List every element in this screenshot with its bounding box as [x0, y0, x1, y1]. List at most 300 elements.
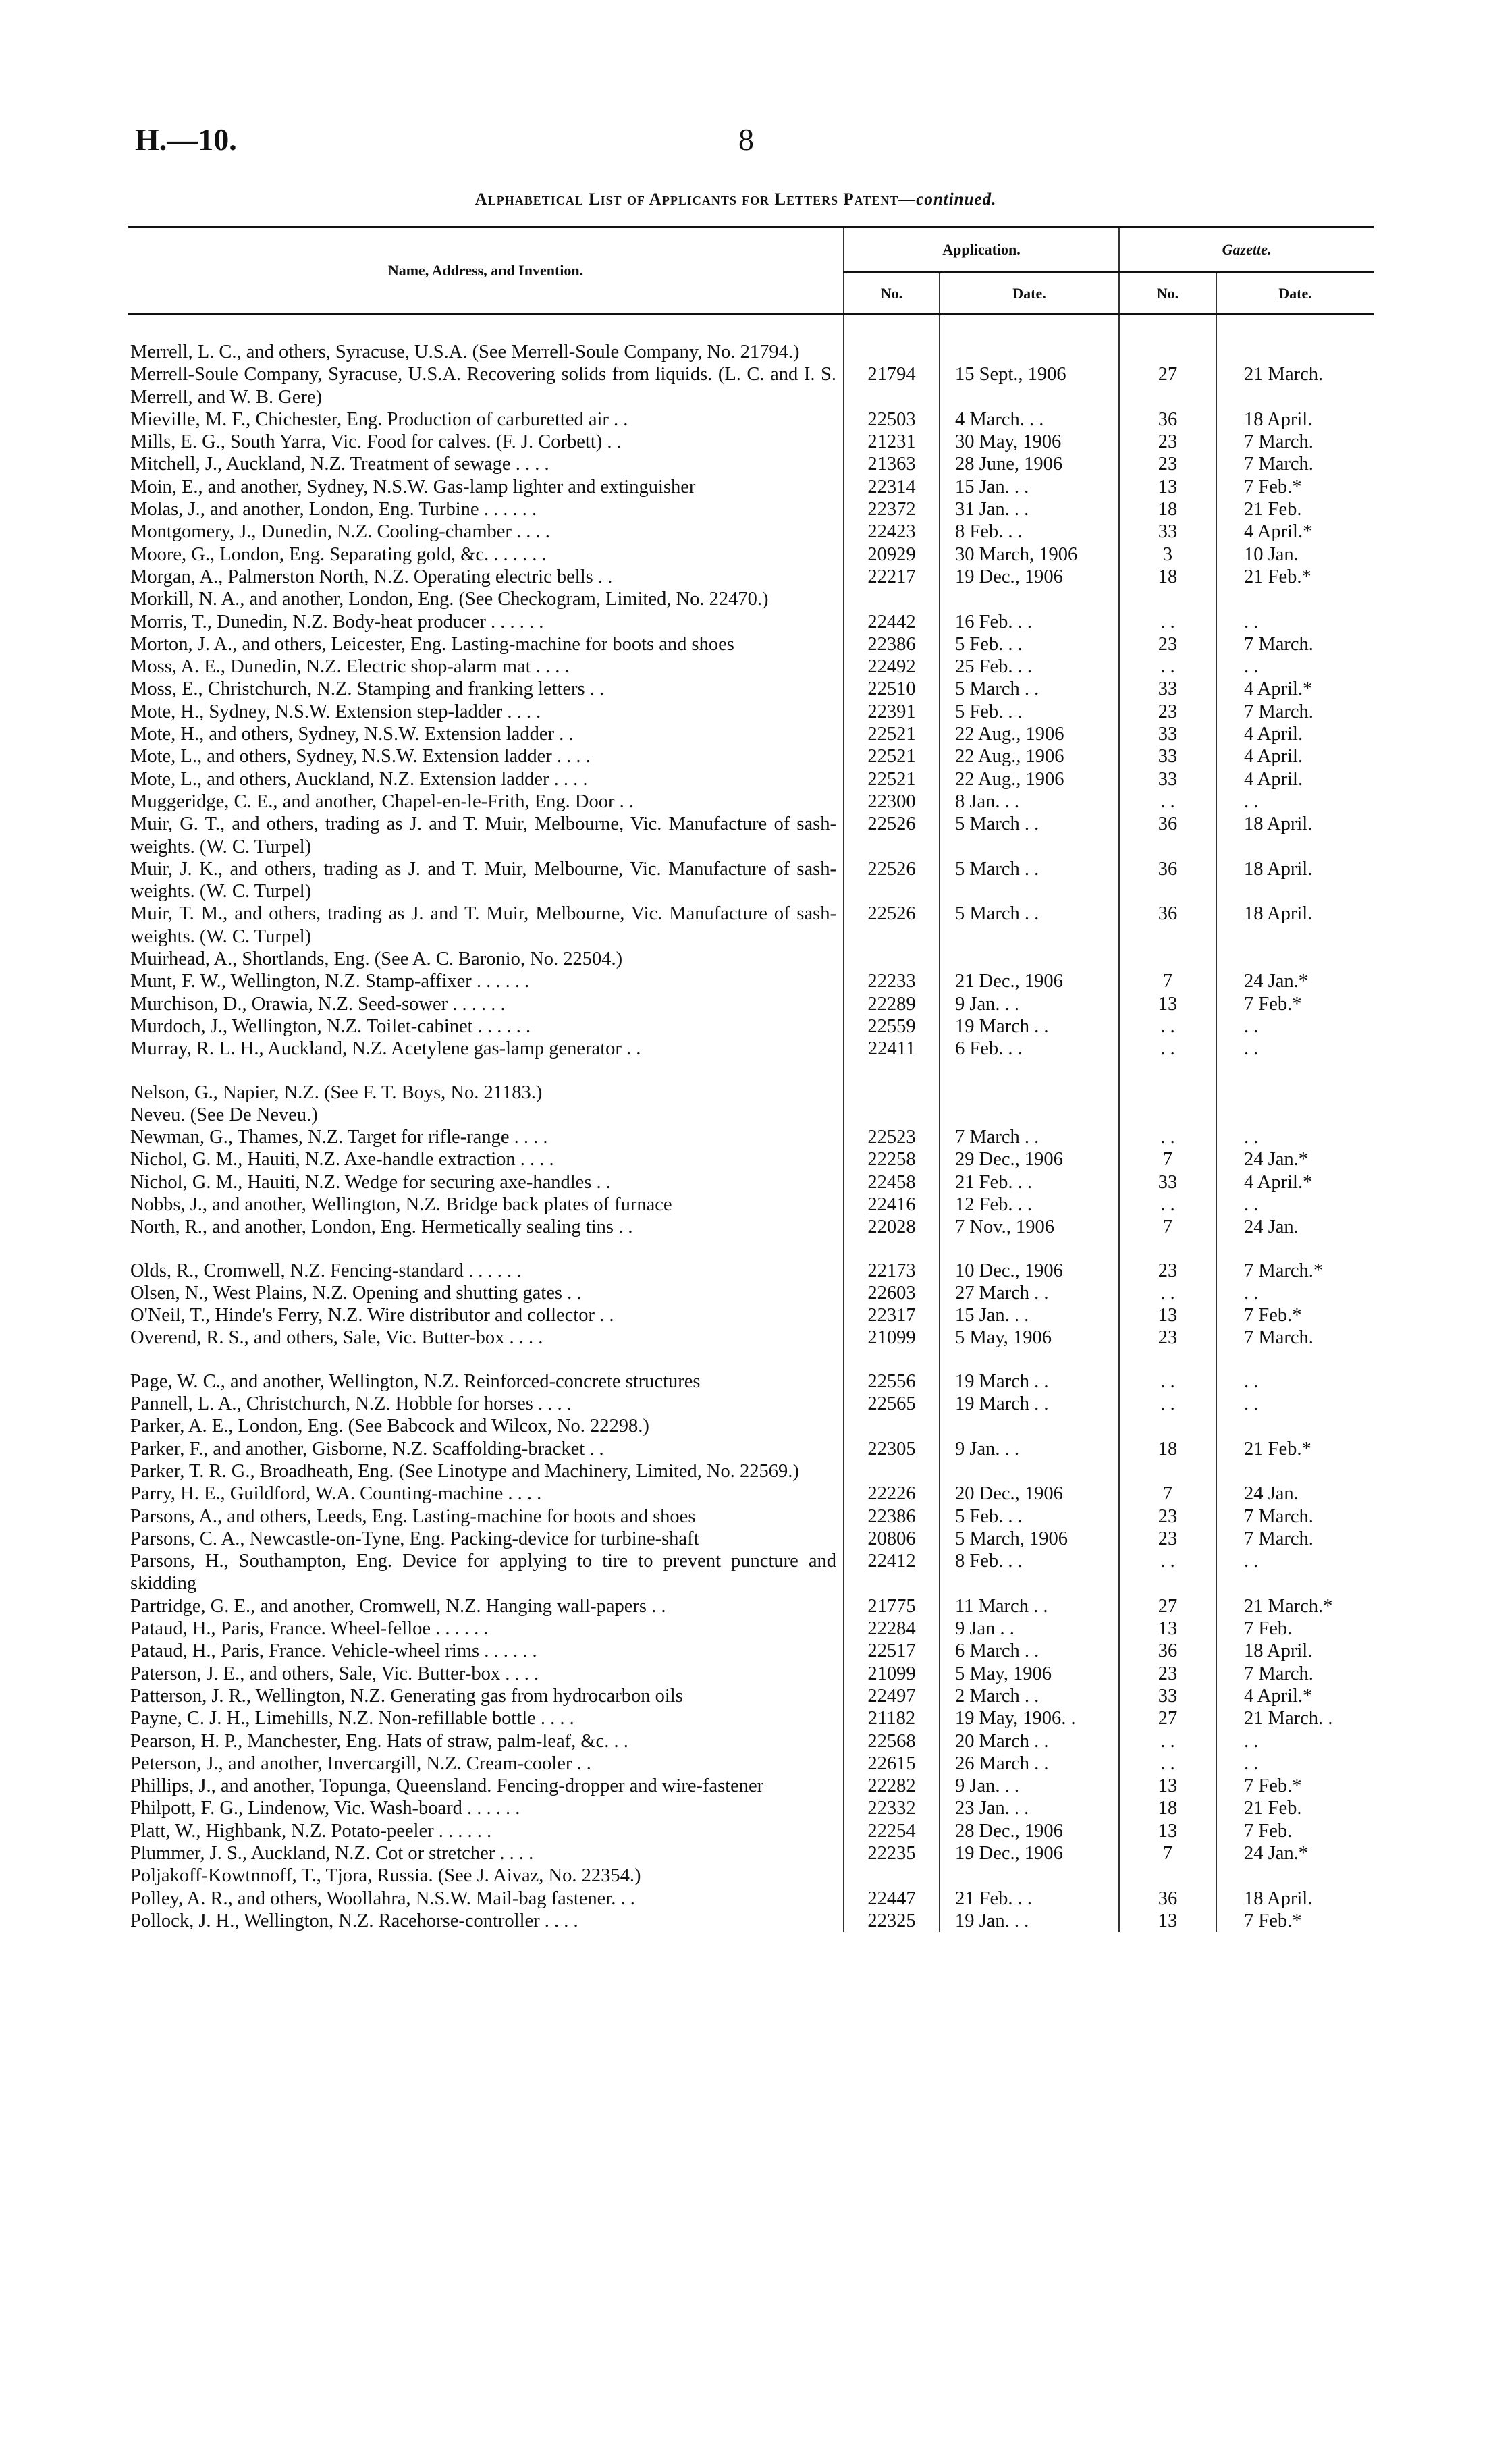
applicant-name-cell: Neveu. (See De Neveu.) — [130, 1104, 318, 1125]
gazette-number-cell: . . — [1119, 1126, 1216, 1148]
column-header-gazette: Gazette. — [1119, 227, 1374, 273]
applicant-name-cell: Molas, J., and another, London, Eng. Turbine . . . . . . — [130, 499, 537, 520]
applicant-name-cell: Moss, E., Christchurch, N.Z. Stamping and franking letters . . — [130, 678, 605, 700]
gazette-number-cell: 36 — [1119, 408, 1216, 431]
gazette-number-cell: 23 — [1119, 1260, 1216, 1282]
table-row — [128, 701, 1374, 723]
table-row — [128, 1685, 1374, 1707]
gazette-number-cell: 33 — [1119, 768, 1216, 791]
application-number-cell: 21099 — [844, 1663, 940, 1685]
application-number-cell: 22386 — [844, 633, 940, 655]
gazette-number-cell: 33 — [1119, 520, 1216, 543]
application-number-cell: 22325 — [844, 1910, 940, 1932]
application-number-cell: 22492 — [844, 655, 940, 678]
application-number-cell: 22411 — [844, 1038, 940, 1060]
application-number-cell: 22521 — [844, 723, 940, 745]
gazette-date-cell: . . — [1216, 1038, 1374, 1060]
gazette-number-cell: . . — [1119, 611, 1216, 633]
gazette-date-cell — [1216, 1460, 1374, 1482]
application-date-cell: 5 March . . — [940, 858, 1119, 903]
table-row — [128, 791, 1374, 813]
column-header-name: Name, Address, and Invention. — [128, 227, 844, 315]
gazette-number-cell: 36 — [1119, 1887, 1216, 1910]
application-number-cell — [844, 1865, 940, 1887]
application-date-cell: 22 Aug., 1906 — [940, 768, 1119, 791]
column-header-application-no: No. — [844, 273, 940, 315]
applicant-name-cell: Parsons, C. A., Newcastle-on-Tyne, Eng. Packing-device for turbine-shaft — [130, 1528, 699, 1549]
application-number-cell — [844, 341, 940, 363]
application-date-cell: 8 Jan. . . — [940, 791, 1119, 813]
table-row — [128, 1887, 1374, 1910]
applicant-name-cell: Merrell-Soule Company, Syracuse, U.S.A. Recovering solids from liquids. (L. C. and I. S. Merrell, and W. B. Gere) — [130, 364, 836, 408]
application-date-cell: 20 March . . — [940, 1730, 1119, 1752]
application-number-cell: 22332 — [844, 1797, 940, 1819]
table-row — [128, 858, 1374, 903]
gazette-date-cell — [1216, 588, 1374, 610]
application-number-cell — [844, 1081, 940, 1104]
applicant-name-cell: Morkill, N. A., and another, London, Eng. (See Checkogram, Limited, No. 22470.) — [130, 589, 769, 610]
applicant-name-cell: Morris, T., Dunedin, N.Z. Body-heat producer . . . . . . — [130, 611, 544, 633]
column-header-gazette-date: Date. — [1216, 273, 1374, 315]
table-row — [128, 1482, 1374, 1505]
gazette-number-cell — [1119, 341, 1216, 363]
application-date-cell: 5 March, 1906 — [940, 1528, 1119, 1550]
application-date-cell: 31 Jan. . . — [940, 498, 1119, 520]
gazette-date-cell: . . — [1216, 1126, 1374, 1148]
gazette-date-cell: 4 April.* — [1216, 520, 1374, 543]
application-number-cell — [844, 1415, 940, 1437]
gazette-number-cell: 23 — [1119, 1505, 1216, 1528]
application-date-cell: 22 Aug., 1906 — [940, 723, 1119, 745]
gazette-date-cell: 21 March. . — [1216, 1707, 1374, 1730]
applicant-name-cell: O'Neil, T., Hinde's Ferry, N.Z. Wire distributor and collector . . — [130, 1305, 614, 1327]
gazette-number-cell: 23 — [1119, 633, 1216, 655]
application-number-cell: 22217 — [844, 566, 940, 588]
gazette-date-cell — [1216, 1415, 1374, 1437]
application-number-cell: 22526 — [844, 903, 940, 948]
application-date-cell — [940, 948, 1119, 970]
gazette-date-cell — [1216, 1865, 1374, 1887]
application-number-cell: 22497 — [844, 1685, 940, 1707]
application-date-cell: 27 March . . — [940, 1282, 1119, 1304]
applicant-name-cell: Pataud, H., Paris, France. Vehicle-wheel rims . . . . . . — [130, 1640, 537, 1662]
gazette-date-cell: 4 April.* — [1216, 678, 1374, 700]
applicant-name-cell: Nelson, G., Napier, N.Z. (See F. T. Boys, No. 21183.) — [130, 1081, 543, 1103]
gazette-number-cell — [1119, 588, 1216, 610]
application-number-cell: 21794 — [844, 363, 940, 408]
page-title — [364, 190, 1107, 209]
table-row — [128, 1775, 1374, 1797]
gazette-date-cell: 18 April. — [1216, 903, 1374, 948]
applicants-table-body — [128, 315, 1374, 1933]
application-number-cell: 22289 — [844, 993, 940, 1015]
application-date-cell: 5 March . . — [940, 903, 1119, 948]
applicant-name-cell: Overend, R. S., and others, Sale, Vic. Butter-box . . . . — [130, 1327, 543, 1349]
gazette-date-cell: . . — [1216, 1282, 1374, 1304]
table-row — [128, 1865, 1374, 1887]
table-row — [128, 1260, 1374, 1282]
gazette-number-cell: 18 — [1119, 498, 1216, 520]
application-date-cell: 5 May, 1906 — [940, 1327, 1119, 1349]
gazette-date-cell: 7 Feb. — [1216, 1617, 1374, 1640]
application-number-cell: 21231 — [844, 431, 940, 453]
application-number-cell: 22521 — [844, 768, 940, 791]
gazette-number-cell: . . — [1119, 1730, 1216, 1752]
gazette-number-cell: 13 — [1119, 1820, 1216, 1842]
application-number-cell: 22226 — [844, 1482, 940, 1505]
table-row — [128, 520, 1374, 543]
application-number-cell: 22615 — [844, 1752, 940, 1775]
gazette-date-cell: 18 April. — [1216, 1640, 1374, 1662]
application-date-cell — [940, 341, 1119, 363]
gazette-date-cell — [1216, 341, 1374, 363]
application-date-cell: 30 March, 1906 — [940, 543, 1119, 566]
section-gap-row — [128, 1239, 1374, 1260]
applicant-name-cell: Nobbs, J., and another, Wellington, N.Z. Bridge back plates of furnace — [130, 1194, 672, 1215]
application-date-cell: 23 Jan. . . — [940, 1797, 1119, 1819]
table-row — [128, 1617, 1374, 1640]
applicant-name-cell: Moss, A. E., Dunedin, N.Z. Electric shop-alarm mat . . . . — [130, 656, 570, 678]
applicant-name-cell: Mieville, M. F., Chichester, Eng. Production of carburetted air . . — [130, 408, 628, 430]
table-row — [128, 1393, 1374, 1415]
table-row — [128, 1460, 1374, 1482]
gazette-number-cell: 23 — [1119, 431, 1216, 453]
gazette-number-cell: . . — [1119, 1015, 1216, 1038]
table-row — [128, 970, 1374, 992]
column-header-application-date: Date. — [940, 273, 1119, 315]
application-number-cell: 21775 — [844, 1595, 940, 1617]
application-number-cell: 22510 — [844, 678, 940, 700]
table-row — [128, 1015, 1374, 1038]
application-number-cell — [844, 1104, 940, 1126]
application-number-cell: 22412 — [844, 1550, 940, 1595]
gazette-number-cell — [1119, 1865, 1216, 1887]
gazette-date-cell: 7 March. — [1216, 1528, 1374, 1550]
application-date-cell: 22 Aug., 1906 — [940, 745, 1119, 768]
table-row — [128, 1038, 1374, 1060]
application-date-cell — [940, 588, 1119, 610]
gazette-number-cell: . . — [1119, 1370, 1216, 1393]
gazette-number-cell — [1119, 1104, 1216, 1126]
application-date-cell: 5 March . . — [940, 678, 1119, 700]
application-date-cell: 11 March . . — [940, 1595, 1119, 1617]
table-row — [128, 1842, 1374, 1865]
applicant-name-cell: Pearson, H. P., Manchester, Eng. Hats of straw, palm-leaf, &c. . . — [130, 1730, 628, 1752]
applicant-name-cell: Peterson, J., and another, Invercargill, N.Z. Cream-cooler . . — [130, 1752, 591, 1774]
gazette-date-cell: 21 March. — [1216, 363, 1374, 408]
application-number-cell: 22526 — [844, 858, 940, 903]
gazette-date-cell: 4 April. — [1216, 723, 1374, 745]
gazette-date-cell: 21 Feb. — [1216, 1797, 1374, 1819]
gazette-date-cell — [1216, 1104, 1374, 1126]
applicant-name-cell: Polley, A. R., and others, Woollahra, N.S.W. Mail-bag fastener. . . — [130, 1887, 635, 1909]
application-date-cell: 21 Dec., 1906 — [940, 970, 1119, 992]
applicant-name-cell: Olds, R., Cromwell, N.Z. Fencing-standard . . . . . . — [130, 1260, 522, 1281]
gazette-date-cell: 21 Feb.* — [1216, 1438, 1374, 1460]
applicant-name-cell: Platt, W., Highbank, N.Z. Potato-peeler . . . . . . — [130, 1820, 492, 1842]
gazette-date-cell: 7 March. — [1216, 1327, 1374, 1349]
application-date-cell: 15 Jan. . . — [940, 1304, 1119, 1327]
table-row — [128, 1327, 1374, 1349]
table-row — [128, 363, 1374, 408]
gazette-date-cell: 18 April. — [1216, 408, 1374, 431]
application-number-cell: 22258 — [844, 1148, 940, 1171]
application-date-cell: 19 May, 1906. . — [940, 1707, 1119, 1730]
table-row — [128, 543, 1374, 566]
gazette-date-cell: 7 Feb.* — [1216, 476, 1374, 498]
application-date-cell: 15 Sept., 1906 — [940, 363, 1119, 408]
column-header-application: Application. — [844, 227, 1119, 273]
table-row — [128, 948, 1374, 970]
gazette-number-cell — [1119, 948, 1216, 970]
table-spacer-row — [128, 315, 1374, 342]
application-number-cell: 22559 — [844, 1015, 940, 1038]
applicant-name-cell: Parsons, H., Southampton, Eng. Device for applying to tire to prevent puncture and skidding — [130, 1551, 836, 1595]
gazette-date-cell — [1216, 1081, 1374, 1104]
applicant-name-cell: Muir, T. M., and others, trading as J. and T. Muir, Melbourne, Vic. Manufacture of sash-weights. (W. C. Turpel) — [130, 903, 836, 947]
applicant-name-cell: Nichol, G. M., Hauiti, N.Z. Axe-handle extraction . . . . — [130, 1149, 554, 1171]
application-number-cell: 22526 — [844, 813, 940, 858]
applicant-name-cell: Merrell, L. C., and others, Syracuse, U.S.A. (See Merrell-Soule Company, No. 21794.) — [130, 342, 800, 363]
table-row — [128, 768, 1374, 791]
table-row — [128, 1595, 1374, 1617]
gazette-number-cell: 23 — [1119, 453, 1216, 475]
gazette-number-cell: 13 — [1119, 1617, 1216, 1640]
table-row — [128, 1707, 1374, 1730]
applicant-name-cell: North, R., and another, London, Eng. Hermetically sealing tins . . — [130, 1216, 633, 1238]
gazette-number-cell: 27 — [1119, 363, 1216, 408]
applicant-name-cell: Mote, L., and others, Auckland, N.Z. Extension ladder . . . . — [130, 768, 588, 790]
gazette-number-cell — [1119, 1415, 1216, 1437]
table-row — [128, 1820, 1374, 1842]
gazette-date-cell: 4 April.* — [1216, 1171, 1374, 1194]
gazette-number-cell: 13 — [1119, 1304, 1216, 1327]
application-date-cell: 8 Feb. . . — [940, 1550, 1119, 1595]
application-number-cell: 22521 — [844, 745, 940, 768]
gazette-number-cell: 23 — [1119, 1528, 1216, 1550]
gazette-number-cell: 27 — [1119, 1595, 1216, 1617]
applicant-name-cell: Muir, J. K., and others, trading as J. and T. Muir, Melbourne, Vic. Manufacture of sash-weights. (W. C. Turpel) — [130, 858, 836, 903]
gazette-date-cell: 4 April. — [1216, 745, 1374, 768]
application-number-cell: 22517 — [844, 1640, 940, 1662]
application-number-cell: 22603 — [844, 1282, 940, 1304]
gazette-date-cell: 7 March. — [1216, 453, 1374, 475]
application-date-cell — [940, 1081, 1119, 1104]
applicant-name-cell: Newman, G., Thames, N.Z. Target for rifle-range . . . . — [130, 1127, 548, 1148]
table-row — [128, 1910, 1374, 1932]
title-main: Alphabetical List of Applicants for Letters Patent — [475, 190, 899, 209]
gazette-date-cell: 24 Jan.* — [1216, 1148, 1374, 1171]
applicant-name-cell: Montgomery, J., Dunedin, N.Z. Cooling-chamber . . . . — [130, 521, 550, 543]
gazette-date-cell: 7 Feb.* — [1216, 1304, 1374, 1327]
application-number-cell: 22423 — [844, 520, 940, 543]
application-number-cell — [844, 948, 940, 970]
gazette-date-cell: . . — [1216, 791, 1374, 813]
table-row — [128, 993, 1374, 1015]
table-row — [128, 566, 1374, 588]
section-gap-row — [128, 1349, 1374, 1370]
application-number-cell: 22447 — [844, 1887, 940, 1910]
gazette-date-cell: . . — [1216, 655, 1374, 678]
table-row — [128, 1126, 1374, 1148]
application-date-cell: 8 Feb. . . — [940, 520, 1119, 543]
gazette-number-cell: 33 — [1119, 1685, 1216, 1707]
gazette-number-cell: . . — [1119, 655, 1216, 678]
page-number: 8 — [738, 122, 754, 157]
gazette-date-cell: 7 March. — [1216, 701, 1374, 723]
application-date-cell: 5 Feb. . . — [940, 1505, 1119, 1528]
applicant-name-cell: Muggeridge, C. E., and another, Chapel-en-le-Frith, Eng. Door . . — [130, 791, 634, 812]
application-number-cell: 22458 — [844, 1171, 940, 1194]
gazette-date-cell: . . — [1216, 1730, 1374, 1752]
table-row — [128, 588, 1374, 610]
gazette-number-cell: 13 — [1119, 1775, 1216, 1797]
gazette-number-cell: 7 — [1119, 1482, 1216, 1505]
application-date-cell: 10 Dec., 1906 — [940, 1260, 1119, 1282]
gazette-number-cell: 33 — [1119, 723, 1216, 745]
application-date-cell: 5 March . . — [940, 813, 1119, 858]
application-date-cell — [940, 1415, 1119, 1437]
table-row — [128, 408, 1374, 431]
applicant-name-cell: Mote, L., and others, Sydney, N.S.W. Extension ladder . . . . — [130, 746, 591, 768]
gazette-date-cell: 21 Feb. — [1216, 498, 1374, 520]
application-number-cell: 20806 — [844, 1528, 940, 1550]
application-date-cell: 9 Jan. . . — [940, 993, 1119, 1015]
gazette-date-cell: 4 April. — [1216, 768, 1374, 791]
applicant-name-cell: Murdoch, J., Wellington, N.Z. Toilet-cabinet . . . . . . — [130, 1015, 531, 1037]
application-date-cell: 21 Feb. . . — [940, 1171, 1119, 1194]
gazette-number-cell: 7 — [1119, 1216, 1216, 1238]
application-date-cell: 19 Jan. . . — [940, 1910, 1119, 1932]
gazette-number-cell: 33 — [1119, 1171, 1216, 1194]
application-date-cell: 19 Dec., 1906 — [940, 566, 1119, 588]
applicant-name-cell: Partridge, G. E., and another, Cromwell, N.Z. Hanging wall-papers . . — [130, 1595, 666, 1617]
table-row — [128, 341, 1374, 363]
applicant-name-cell: Plummer, J. S., Auckland, N.Z. Cot or stretcher . . . . — [130, 1843, 534, 1864]
applicant-name-cell: Poljakoff-Kowtnnoff, T., Tjora, Russia. (See J. Aivaz, No. 22354.) — [130, 1865, 641, 1887]
table-row — [128, 1194, 1374, 1216]
application-number-cell: 22028 — [844, 1216, 940, 1238]
gazette-date-cell: 7 March.* — [1216, 1260, 1374, 1282]
application-number-cell: 22282 — [844, 1775, 940, 1797]
application-number-cell: 22556 — [844, 1370, 940, 1393]
gazette-number-cell: . . — [1119, 1038, 1216, 1060]
table-row — [128, 1797, 1374, 1819]
table-row — [128, 1505, 1374, 1528]
gazette-number-cell: . . — [1119, 1194, 1216, 1216]
applicant-name-cell: Patterson, J. R., Wellington, N.Z. Generating gas from hydrocarbon oils — [130, 1685, 683, 1707]
application-date-cell: 21 Feb. . . — [940, 1887, 1119, 1910]
applicant-name-cell: Mitchell, J., Auckland, N.Z. Treatment of sewage . . . . — [130, 454, 549, 475]
applicant-name-cell: Pollock, J. H., Wellington, N.Z. Racehorse-controller . . . . — [130, 1910, 578, 1931]
application-date-cell: 26 March . . — [940, 1752, 1119, 1775]
gazette-number-cell: 23 — [1119, 701, 1216, 723]
application-number-cell: 22300 — [844, 791, 940, 813]
gazette-date-cell: . . — [1216, 1194, 1374, 1216]
gazette-date-cell: 18 April. — [1216, 858, 1374, 903]
application-number-cell: 22391 — [844, 701, 940, 723]
applicant-name-cell: Paterson, J. E., and others, Sale, Vic. Butter-box . . . . — [130, 1663, 539, 1684]
applicant-name-cell: Morgan, A., Palmerston North, N.Z. Operating electric bells . . — [130, 566, 613, 587]
application-date-cell: 16 Feb. . . — [940, 611, 1119, 633]
application-date-cell: 6 March . . — [940, 1640, 1119, 1662]
gazette-date-cell: . . — [1216, 1550, 1374, 1595]
gazette-number-cell: 23 — [1119, 1327, 1216, 1349]
table-row — [128, 1104, 1374, 1126]
gazette-number-cell — [1119, 1460, 1216, 1482]
gazette-number-cell: 23 — [1119, 1663, 1216, 1685]
application-date-cell: 19 March . . — [940, 1370, 1119, 1393]
gazette-date-cell: 24 Jan.* — [1216, 970, 1374, 992]
applicant-name-cell: Parker, F., and another, Gisborne, N.Z. Scaffolding-bracket . . — [130, 1438, 604, 1459]
applicant-name-cell: Nichol, G. M., Hauiti, N.Z. Wedge for securing axe-handles . . — [130, 1171, 611, 1193]
gazette-date-cell: 7 Feb.* — [1216, 1775, 1374, 1797]
gazette-date-cell: 4 April.* — [1216, 1685, 1374, 1707]
gazette-date-cell: . . — [1216, 1015, 1374, 1038]
application-date-cell: 5 Feb. . . — [940, 701, 1119, 723]
table-row — [128, 453, 1374, 475]
gazette-date-cell: 7 Feb.* — [1216, 1910, 1374, 1932]
application-date-cell: 6 Feb. . . — [940, 1038, 1119, 1060]
gazette-date-cell: 18 April. — [1216, 1887, 1374, 1910]
gazette-number-cell: 13 — [1119, 476, 1216, 498]
application-date-cell: 4 March. . . — [940, 408, 1119, 431]
title-suffix: —continued. — [898, 190, 997, 209]
table-row — [128, 745, 1374, 768]
applicant-name-cell: Muir, G. T., and others, trading as J. and T. Muir, Melbourne, Vic. Manufacture of sash-weights. (W. C. Turpel) — [130, 813, 836, 857]
gazette-number-cell: 13 — [1119, 993, 1216, 1015]
gazette-number-cell: 13 — [1119, 1910, 1216, 1932]
application-number-cell: 22254 — [844, 1820, 940, 1842]
applicant-name-cell: Page, W. C., and another, Wellington, N.Z. Reinforced-concrete structures — [130, 1370, 701, 1392]
table-row — [128, 1415, 1374, 1437]
applicant-name-cell: Moore, G., London, Eng. Separating gold, &c. . . . . . . — [130, 543, 547, 565]
gazette-number-cell: . . — [1119, 1393, 1216, 1415]
table-row — [128, 1730, 1374, 1752]
gazette-date-cell — [1216, 948, 1374, 970]
application-date-cell: 19 March . . — [940, 1015, 1119, 1038]
applicant-name-cell: Phillips, J., and another, Topunga, Queensland. Fencing-dropper and wire-fastener — [130, 1775, 764, 1797]
column-header-gazette-no: No. — [1119, 273, 1216, 315]
application-number-cell: 22523 — [844, 1126, 940, 1148]
table-row — [128, 1148, 1374, 1171]
application-number-cell: 22386 — [844, 1505, 940, 1528]
applicants-table — [128, 226, 1374, 1932]
table-row — [128, 1282, 1374, 1304]
application-number-cell: 22235 — [844, 1842, 940, 1865]
gazette-date-cell: 7 Feb. — [1216, 1820, 1374, 1842]
gazette-number-cell: 36 — [1119, 858, 1216, 903]
gazette-number-cell: 36 — [1119, 903, 1216, 948]
table-row — [128, 498, 1374, 520]
application-date-cell: 5 May, 1906 — [940, 1663, 1119, 1685]
gazette-number-cell: . . — [1119, 1752, 1216, 1775]
applicant-name-cell: Munt, F. W., Wellington, N.Z. Stamp-affixer . . . . . . — [130, 971, 530, 992]
applicant-name-cell: Payne, C. J. H., Limehills, N.Z. Non-refillable bottle . . . . — [130, 1708, 574, 1730]
application-date-cell: 9 Jan . . — [940, 1617, 1119, 1640]
gazette-date-cell: 7 March. — [1216, 1505, 1374, 1528]
table-row — [128, 1550, 1374, 1595]
application-date-cell — [940, 1865, 1119, 1887]
application-date-cell: 29 Dec., 1906 — [940, 1148, 1119, 1171]
gazette-date-cell: 21 March.* — [1216, 1595, 1374, 1617]
application-number-cell: 22568 — [844, 1730, 940, 1752]
applicant-name-cell: Parry, H. E., Guildford, W.A. Counting-machine . . . . — [130, 1483, 542, 1505]
application-date-cell: 5 Feb. . . — [940, 633, 1119, 655]
table-row — [128, 903, 1374, 948]
gazette-date-cell: 18 April. — [1216, 813, 1374, 858]
application-date-cell: 7 March . . — [940, 1126, 1119, 1148]
